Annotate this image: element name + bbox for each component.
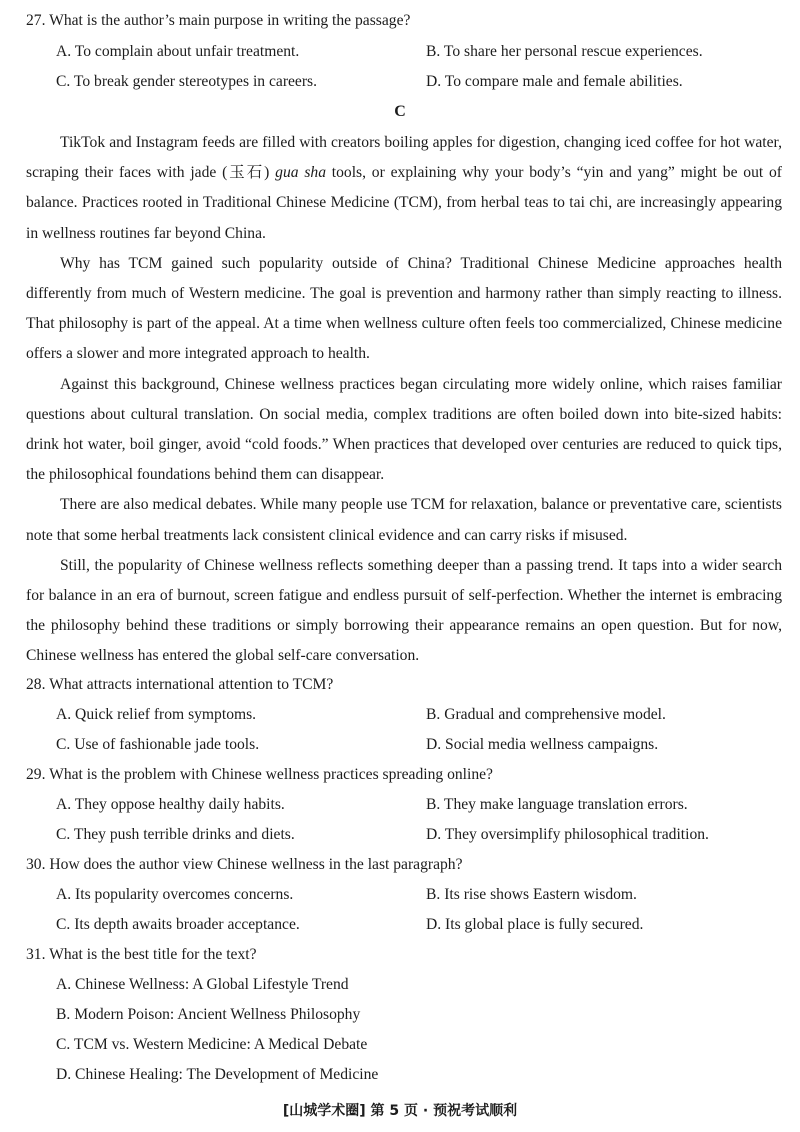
question-28-option-c: C. Use of fashionable jade tools. <box>56 736 260 753</box>
paragraph-2: Why has TCM gained such popularity outside of China? Traditional Chinese Medicine approaches health differently from much of Western medicine. The goal is prevention and harmony rather than simply reacting to illness. That philosophy is part of the appeal. At a time when wellness culture often feels too commercialized, Chinese medicine offers a slower and more integrated approach to health. <box>26 254 782 363</box>
passage-label: C <box>394 103 406 120</box>
question-30-option-b: B. Its rise shows Eastern wisdom. <box>426 886 637 903</box>
question-31-stem: 31. What is the best title for the text? <box>26 946 257 963</box>
paragraph-5: Still, the popularity of Chinese wellness reflects something deeper than a passing trend. It taps into a wider search for balance in an era of burnout, screen fatigue and endless pursuit of self-perfection. Whether the internet is embracing the philosophy behind these traditions or simply borrowing their appearance remains an open question. But for now, Chinese wellness has entered the global self-care conversation. <box>26 556 782 665</box>
question-29-option-d: D. They oversimplify philosophical tradition. <box>426 826 709 843</box>
paragraph-1 <box>26 128 782 249</box>
question-29-option-c: C. They push terrible drinks and diets. <box>56 826 295 843</box>
question-28-option-a: A. Quick relief from symptoms. <box>56 706 257 723</box>
question-28-option-d: D. Social media wellness campaigns. <box>426 736 659 753</box>
question-28-stem: 28. What attracts international attention to TCM? <box>26 676 334 693</box>
question-29-option-b: B. They make language translation errors. <box>426 796 688 813</box>
paragraph-1-italic-term: gua sha <box>275 164 326 182</box>
question-31-option-a: A. Chinese Wellness: A Global Lifestyle Trend <box>56 976 349 993</box>
paragraph-3: Against this background, Chinese wellness practices began circulating more widely online, which raises familiar questions about cultural translation. On social media, complex traditions are often boiled down into bite-sized habits: drink hot water, boil ginger, avoid “cold foods.” When practices that developed over centuries are reduced to quick tips, the philosophical foundations behind them can disappear. <box>26 375 782 484</box>
question-30-option-a: A. Its popularity overcomes concerns. <box>56 886 294 903</box>
question-30-stem: 30. How does the author view Chinese wellness in the last paragraph? <box>26 856 463 873</box>
paragraph-1-text-b: tools, or explaining why your body’s “yin and yang” might be out of balance. Practices rooted in Traditional Chinese Medicine (TCM), from herbal teas to tai chi, are increasingly appearing in wellness routines far beyond China. <box>26 164 782 242</box>
question-27-option-d: D. To compare male and female abilities. <box>426 73 683 90</box>
question-28-option-b: B. Gradual and comprehensive model. <box>426 706 666 723</box>
page-footer: [山城学术圈] 第 5 页 · 预祝考试顺利 <box>282 1103 518 1119</box>
question-30-option-c: C. Its depth awaits broader acceptance. <box>56 916 300 933</box>
question-30-option-d: D. Its global place is fully secured. <box>426 916 644 933</box>
question-31-option-d: D. Chinese Healing: The Development of Medicine <box>56 1066 379 1083</box>
question-27-option-b: B. To share her personal rescue experiences. <box>426 43 703 60</box>
passage-body <box>26 128 782 672</box>
question-29-stem: 29. What is the problem with Chinese wellness practices spreading online? <box>26 766 493 783</box>
paragraph-1-text-a: TikTok and Instagram feeds are filled with creators boiling apples for digestion, changing iced coffee for hot water, scraping their faces with jade (玉石) <box>26 134 782 182</box>
question-31-option-c: C. TCM vs. Western Medicine: A Medical Debate <box>56 1036 368 1053</box>
question-31-option-b: B. Modern Poison: Ancient Wellness Philosophy <box>56 1006 361 1023</box>
question-29-option-a: A. They oppose healthy daily habits. <box>56 796 285 813</box>
paragraph-4: There are also medical debates. While many people use TCM for relaxation, balance or preventative care, scientists note that some herbal treatments lack consistent clinical evidence and can carry risks if misused. <box>26 496 782 544</box>
question-27-option-c: C. To break gender stereotypes in careers. <box>56 73 318 90</box>
question-27-option-a: A. To complain about unfair treatment. <box>56 43 300 60</box>
question-27-stem: 27. What is the author’s main purpose in writing the passage? <box>26 12 411 29</box>
